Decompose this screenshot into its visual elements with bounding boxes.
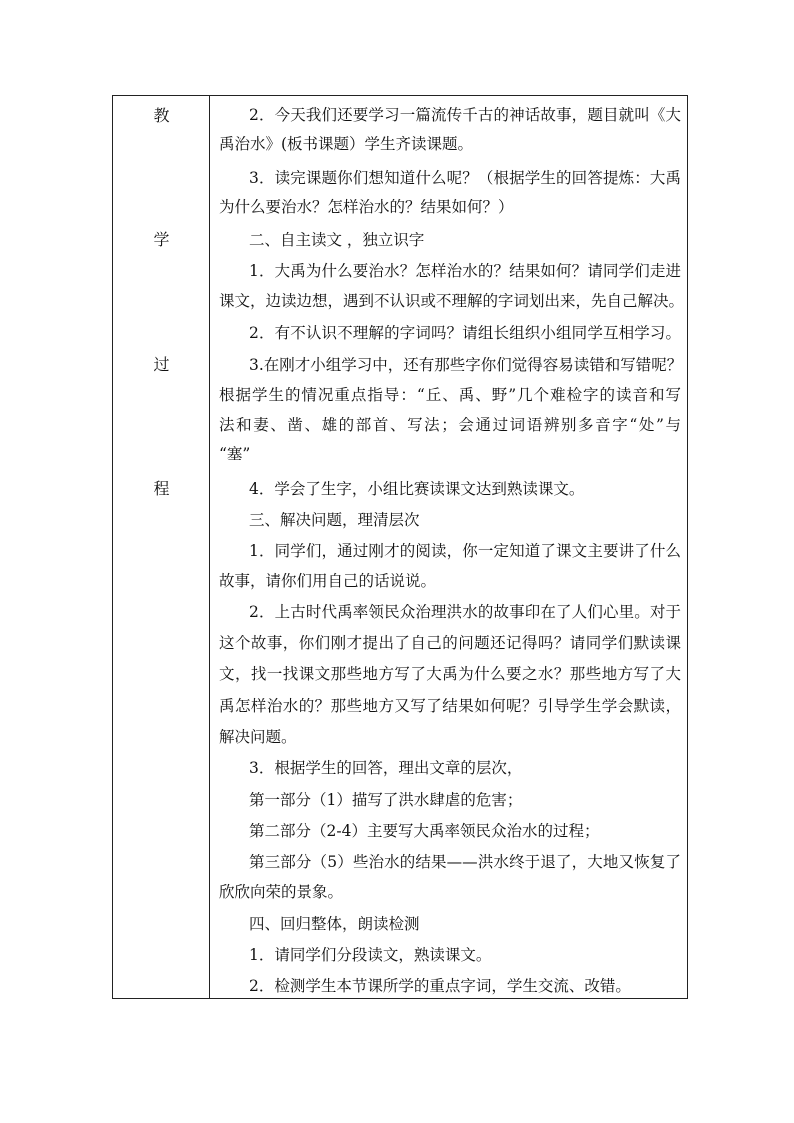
label-char-guo: 过 (153, 355, 170, 374)
text-line: 这个故事，你们刚才提出了自己的问题还记得吗？请同学们默读课 (219, 634, 681, 652)
text-line: 1．同学们，通过刚才的阅读，你一定知道了课文主要讲了什么 (249, 542, 681, 560)
text-line: 第三部分（5）些治水的结果——洪水终于退了，大地又恢复了 (249, 853, 681, 871)
label-column (113, 96, 210, 998)
label-char-cheng: 程 (153, 479, 170, 498)
section-heading: 三、解决问题，理清层次 (249, 511, 420, 529)
text-line: 第二部分（2-4）主要写大禹率领民众治水的过程； (249, 822, 600, 840)
text-line: 根据学生的情况重点指导：“丘、禹、野”几个难检字的读音和写 (219, 386, 681, 404)
text-line: 法和妻、凿、雄的部首、写法；会通过词语辨别多音字“处”与 (219, 416, 681, 434)
text-line: 欣欣向荣的景象。 (219, 883, 344, 901)
text-line: 故事，请你们用自己的话说说。 (219, 572, 437, 590)
content-column (210, 96, 687, 998)
text-line: 1．大禹为什么要治水？怎样治水的？结果如何？请同学们走进 (249, 262, 681, 280)
text-line: 文，找一找课文那些地方写了大禹为什么要之水？那些地方写了大 (219, 665, 681, 683)
text-line: 2．上古时代禹率领民众治理洪水的故事印在了人们心里。对于 (249, 603, 681, 621)
text-line: 2．今天我们还要学习一篇流传千古的神话故事，题目就叫《大 (249, 106, 681, 124)
text-line: 第一部分（1）描写了洪水肆虐的危害； (249, 791, 523, 809)
text-line: 3.在刚才小组学习中，还有那些字你们觉得容易读错和写错呢？ (249, 356, 683, 374)
text-line: “塞” (219, 445, 251, 463)
text-line: 课文，边读边想，遇到不认识或不理解的字词划出来，先自己解决。 (219, 292, 685, 310)
text-line: 4．学会了生字，小组比赛读课文达到熟读课文。 (249, 480, 585, 498)
text-line: 解决问题。 (219, 728, 297, 746)
text-line: 3．读完课题你们想知道什么呢？（根据学生的回答提炼：大禹 (249, 169, 681, 187)
text-line: 禹治水》(板书课题）学生齐读课题。 (219, 135, 474, 153)
text-line: 为什么要治水？怎样治水的？结果如何？） (219, 198, 514, 216)
lesson-table (112, 95, 688, 999)
text-line: 禹怎样治水的？那些地方又写了结果如何呢？引导学生学会默读， (219, 697, 681, 715)
text-line: 2．检测学生本节课所学的重点字词，学生交流、改错。 (249, 977, 631, 995)
label-char-jiao: 教 (153, 106, 170, 125)
text-line: 1．请同学们分段读文，熟读课文。 (249, 946, 492, 964)
text-line: 3．根据学生的回答，理出文章的层次， (249, 759, 523, 777)
section-heading: 四、回归整体，朗读检测 (249, 915, 420, 933)
section-heading: 二、自主读文 ，独立识字 (249, 231, 425, 249)
label-char-xue: 学 (153, 230, 170, 249)
text-line: 2．有不认识不理解的字词吗？请组长组织小组同学互相学习。 (249, 324, 681, 342)
